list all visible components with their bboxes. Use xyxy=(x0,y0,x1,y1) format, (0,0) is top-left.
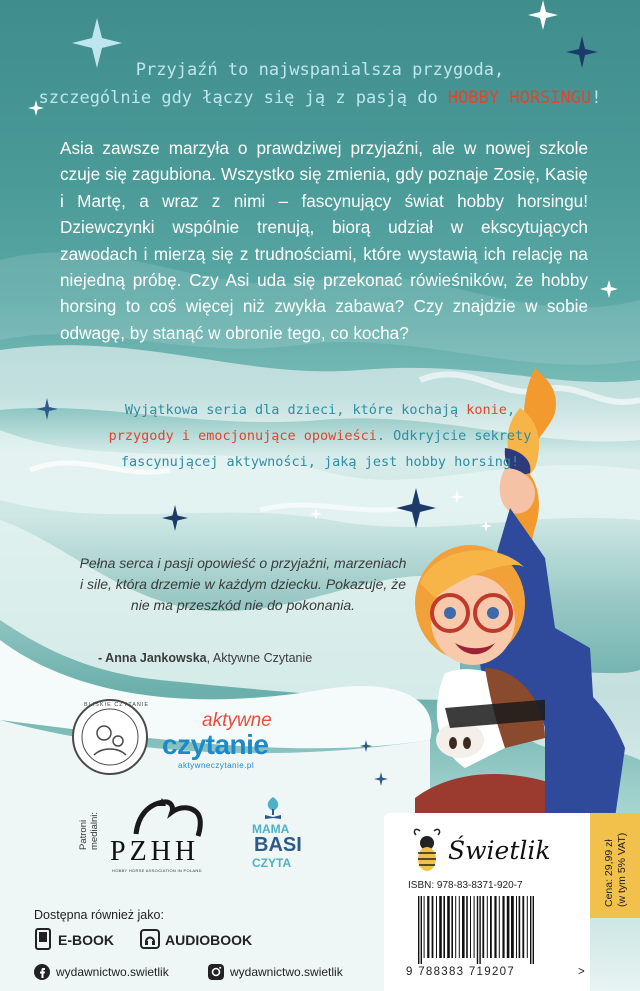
barcode-bar xyxy=(439,896,442,958)
barcode-number: 9 788383 719207 xyxy=(406,966,516,978)
quote-attribution xyxy=(98,651,312,665)
barcode-bar xyxy=(522,896,524,958)
barcode-bar xyxy=(487,896,488,958)
barcode-bar xyxy=(432,896,434,958)
barcode-bar xyxy=(443,896,445,958)
audiobook-icon xyxy=(140,928,162,952)
pzhh-logo-sub: HOBBY HORSE ASSOCIATION IN POLAND xyxy=(112,868,202,873)
pzhh-horse-logo xyxy=(128,796,208,838)
media-patrons-label: Patroni medialni: xyxy=(78,811,100,850)
barcode-bar xyxy=(424,896,425,958)
barcode-bar xyxy=(516,896,517,958)
instagram-handle: wydawnictwo.swietlik xyxy=(230,965,343,979)
series-line-2 xyxy=(0,428,640,444)
sparkle-star-icon xyxy=(162,505,188,531)
barcode-bar xyxy=(470,896,471,958)
barcode-bar xyxy=(477,896,478,964)
ebook-label: E-BOOK xyxy=(58,932,114,948)
sparkle-star-icon xyxy=(360,740,372,752)
barcode-bar xyxy=(530,896,531,964)
series-line-3: fascynującej aktywności, jaką jest hobby horsing! xyxy=(120,454,520,470)
book-description: Asia zawsze marzyła o prawdziwej przyjaźni, ale w nowej szkole czuje się zagubiona. Wszystko się zmienia, gdy poznaje Zosię, Kasię i Martę, a wraz z nimi – fascynujący świat hobby horsingu! Dziewczynki wspólnie trenują, biorą udział w ekscytujących zawodach i mierzą się z trudnościami, które wystawią ich relację na niejedną próbę. Czy Asi uda się przekonać rówieśników, że hobby horsing to coś więcej niż zwykła zabawa? Czy znajdzie w sobie odwagę, by stanąć w obronie tego, co kocha? xyxy=(60,138,588,343)
tagline-highlight: HOBBY HORSINGU xyxy=(447,88,592,108)
tagline-line-1: Przyjaźń to najwspanialsza przygoda, xyxy=(135,60,505,80)
barcode-bar xyxy=(447,896,450,958)
quote-source: , Aktywne Czytanie xyxy=(206,651,313,665)
barcode-bar xyxy=(421,896,422,964)
barcode-bar xyxy=(466,896,468,958)
mama-basi-logo-3: CZYTA xyxy=(252,856,292,870)
barcode-bar xyxy=(502,896,504,958)
barcode-bar xyxy=(462,896,465,958)
tagline-text: szczególnie gdy łączy się ją z pasją do xyxy=(38,88,448,108)
review-quote: Pełna serca i pasji opowieść o przyjaźni, marzeniach i sile, która drzemie w każdym dziecku. Pokazuje, że nie ma przeszkód nie do pokonania. xyxy=(79,555,407,613)
sparkle-star-icon xyxy=(600,280,618,298)
series-punct: , xyxy=(506,402,516,418)
quote-author: - Anna Jankowska xyxy=(98,651,207,665)
tagline-end: ! xyxy=(591,88,602,108)
barcode-bar xyxy=(482,896,484,958)
barcode-bar xyxy=(455,896,456,958)
series-highlight: przygody i emocjonujące opowieści xyxy=(108,428,377,444)
book-tree-icon xyxy=(263,797,283,819)
barcode-bar xyxy=(511,896,514,958)
barcode-bar xyxy=(519,896,521,958)
sparkle-star-icon xyxy=(310,508,322,520)
bliskie-czytanie-label: BLISKIE CZYTANIE xyxy=(84,702,150,708)
price-line-2: (w tym 5% VAT) xyxy=(615,832,628,907)
series-line-1 xyxy=(0,402,640,418)
barcode-bar xyxy=(499,896,500,958)
barcode-bar xyxy=(507,896,510,958)
mama-basi-logo-1: MAMA xyxy=(252,822,290,836)
barcode-bar xyxy=(479,896,480,964)
instagram-icon xyxy=(208,964,224,980)
barcode-end-marker: > xyxy=(578,966,585,978)
barcode-bar xyxy=(451,896,453,958)
formats-label: Dostępna również jako: xyxy=(34,908,164,922)
series-text: . Odkryjcie sekrety xyxy=(376,428,532,444)
audiobook-label: AUDIOBOOK xyxy=(165,932,253,948)
series-highlight: konie xyxy=(466,402,507,418)
sparkle-star-icon xyxy=(528,0,558,30)
pzhh-logo-text: PZHH xyxy=(110,836,200,867)
facebook-handle: wydawnictwo.swietlik xyxy=(56,965,169,979)
aktywne-logo-top: aktywne xyxy=(202,710,272,731)
isbn-text: ISBN: 978-83-8371-920-7 xyxy=(408,880,523,891)
ebook-icon xyxy=(34,928,54,952)
aktywne-logo-url: aktywneczytanie.pl xyxy=(178,761,255,770)
barcode-bar xyxy=(490,896,492,958)
barcode-bar xyxy=(533,896,534,964)
barcode-bar xyxy=(427,896,429,958)
barcode-bar xyxy=(418,896,419,964)
sparkle-star-icon xyxy=(374,772,388,786)
barcode-bar xyxy=(527,896,528,958)
series-text: Wyjątkowa seria dla dzieci, które kochają xyxy=(124,402,467,418)
facebook-icon xyxy=(34,964,50,980)
barcode-bar xyxy=(436,896,437,958)
mama-basi-logo-2: BASI xyxy=(254,834,302,856)
price-line-1: Cena: 29,99 zł xyxy=(603,839,615,907)
isbn-barcode xyxy=(418,896,578,964)
publisher-name: Świetlik xyxy=(448,836,551,865)
aktywne-logo-main: czytanie xyxy=(162,729,269,760)
barcode-bar xyxy=(494,896,496,958)
tagline-line-2 xyxy=(0,88,640,108)
bliskie-czytanie-logo xyxy=(70,697,150,777)
barcode-bar xyxy=(474,896,475,958)
price-text xyxy=(603,807,628,907)
barcode-bar xyxy=(459,896,460,958)
firefly-logo-icon xyxy=(410,827,444,873)
